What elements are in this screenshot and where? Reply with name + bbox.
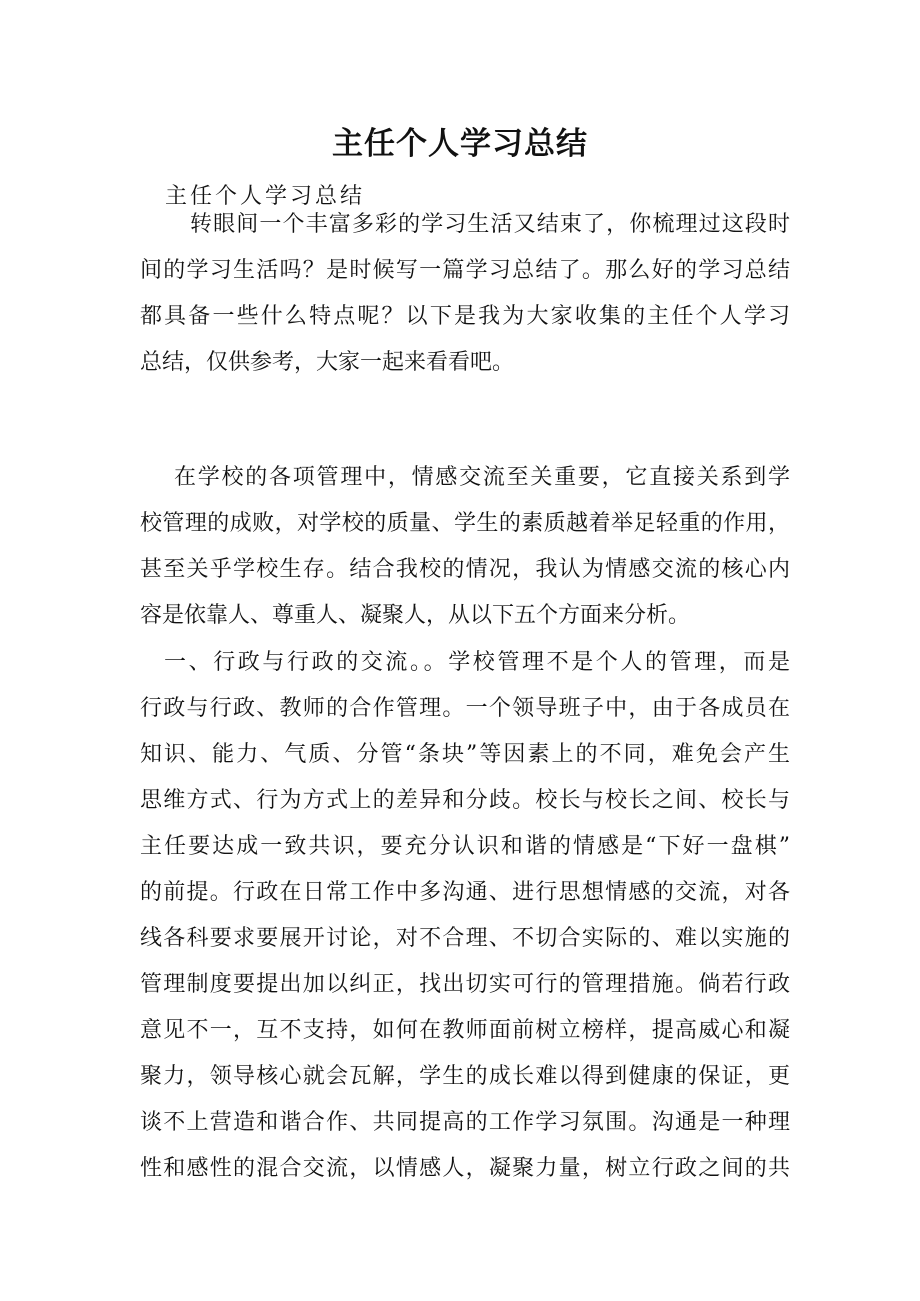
paragraph-line: 知识、能力、气质、分管“条块”等因素上的不同，难免会产生: [140, 742, 790, 767]
paragraph-line: 的前提。行政在日常工作中多沟通、进行思想情感的交流，对各: [140, 880, 790, 905]
paragraph-line: 甚至关乎学校生存。结合我校的情况，我认为情感交流的核心内: [140, 557, 790, 582]
paragraph-line: 聚力，领导核心就会瓦解，学生的成长难以得到健康的保证，更: [140, 1064, 790, 1089]
paragraph-line: 校管理的成败，对学校的质量、学生的素质越着举足轻重的作用，: [140, 511, 790, 536]
paragraph-line: 容是依靠人、尊重人、凝聚人，从以下五个方面来分析。: [140, 603, 691, 628]
paragraph-section-one: [140, 640, 790, 1192]
paragraph-line: 主任要达成一致共识，要充分认识和谐的情感是“下好一盘棋”: [140, 834, 790, 859]
document-subtitle: 主任个人学习总结: [165, 184, 366, 209]
paragraph-line: 性和感性的混合交流，以情感人，凝聚力量，树立行政之间的共: [140, 1156, 790, 1181]
paragraph-line: 一、行政与行政的交流。。学校管理不是个人的管理，而是: [164, 650, 790, 675]
paragraph-line: 意见不一，互不支持，如何在教师面前树立榜样，提高威心和凝: [140, 1018, 790, 1043]
paragraph-line: 线各科要求要展开讨论，对不合理、不切合实际的、难以实施的: [140, 926, 790, 951]
paragraph-line: 都具备一些什么特点呢？以下是我为大家收集的主任个人学习: [140, 304, 790, 329]
paragraph-line: 转眼间一个丰富多彩的学习生活又结束了，你梳理过这段时: [190, 212, 790, 237]
paragraph-line: 思维方式、行为方式上的差异和分歧。校长与校长之间、校长与: [140, 788, 790, 813]
paragraph-intro: [140, 202, 790, 386]
paragraph-line: 在学校的各项管理中，情感交流至关重要，它直接关系到学: [174, 465, 790, 490]
paragraph-line: 行政与行政、教师的合作管理。一个领导班子中，由于各成员在: [140, 696, 790, 721]
paragraph-line: 总结，仅供参考，大家一起来看看吧。: [140, 350, 515, 375]
paragraph-overview: [140, 455, 790, 639]
paragraph-line: 管理制度要提出加以纠正，找出切实可行的管理措施。倘若行政: [140, 972, 790, 997]
paragraph-line: 间的学习生活吗？是时候写一篇学习总结了。那么好的学习总结: [140, 258, 790, 283]
paragraph-line: 谈不上营造和谐合作、共同提高的工作学习氛围。沟通是一种理: [140, 1110, 790, 1135]
document-title: 主任个人学习总结: [332, 126, 588, 162]
